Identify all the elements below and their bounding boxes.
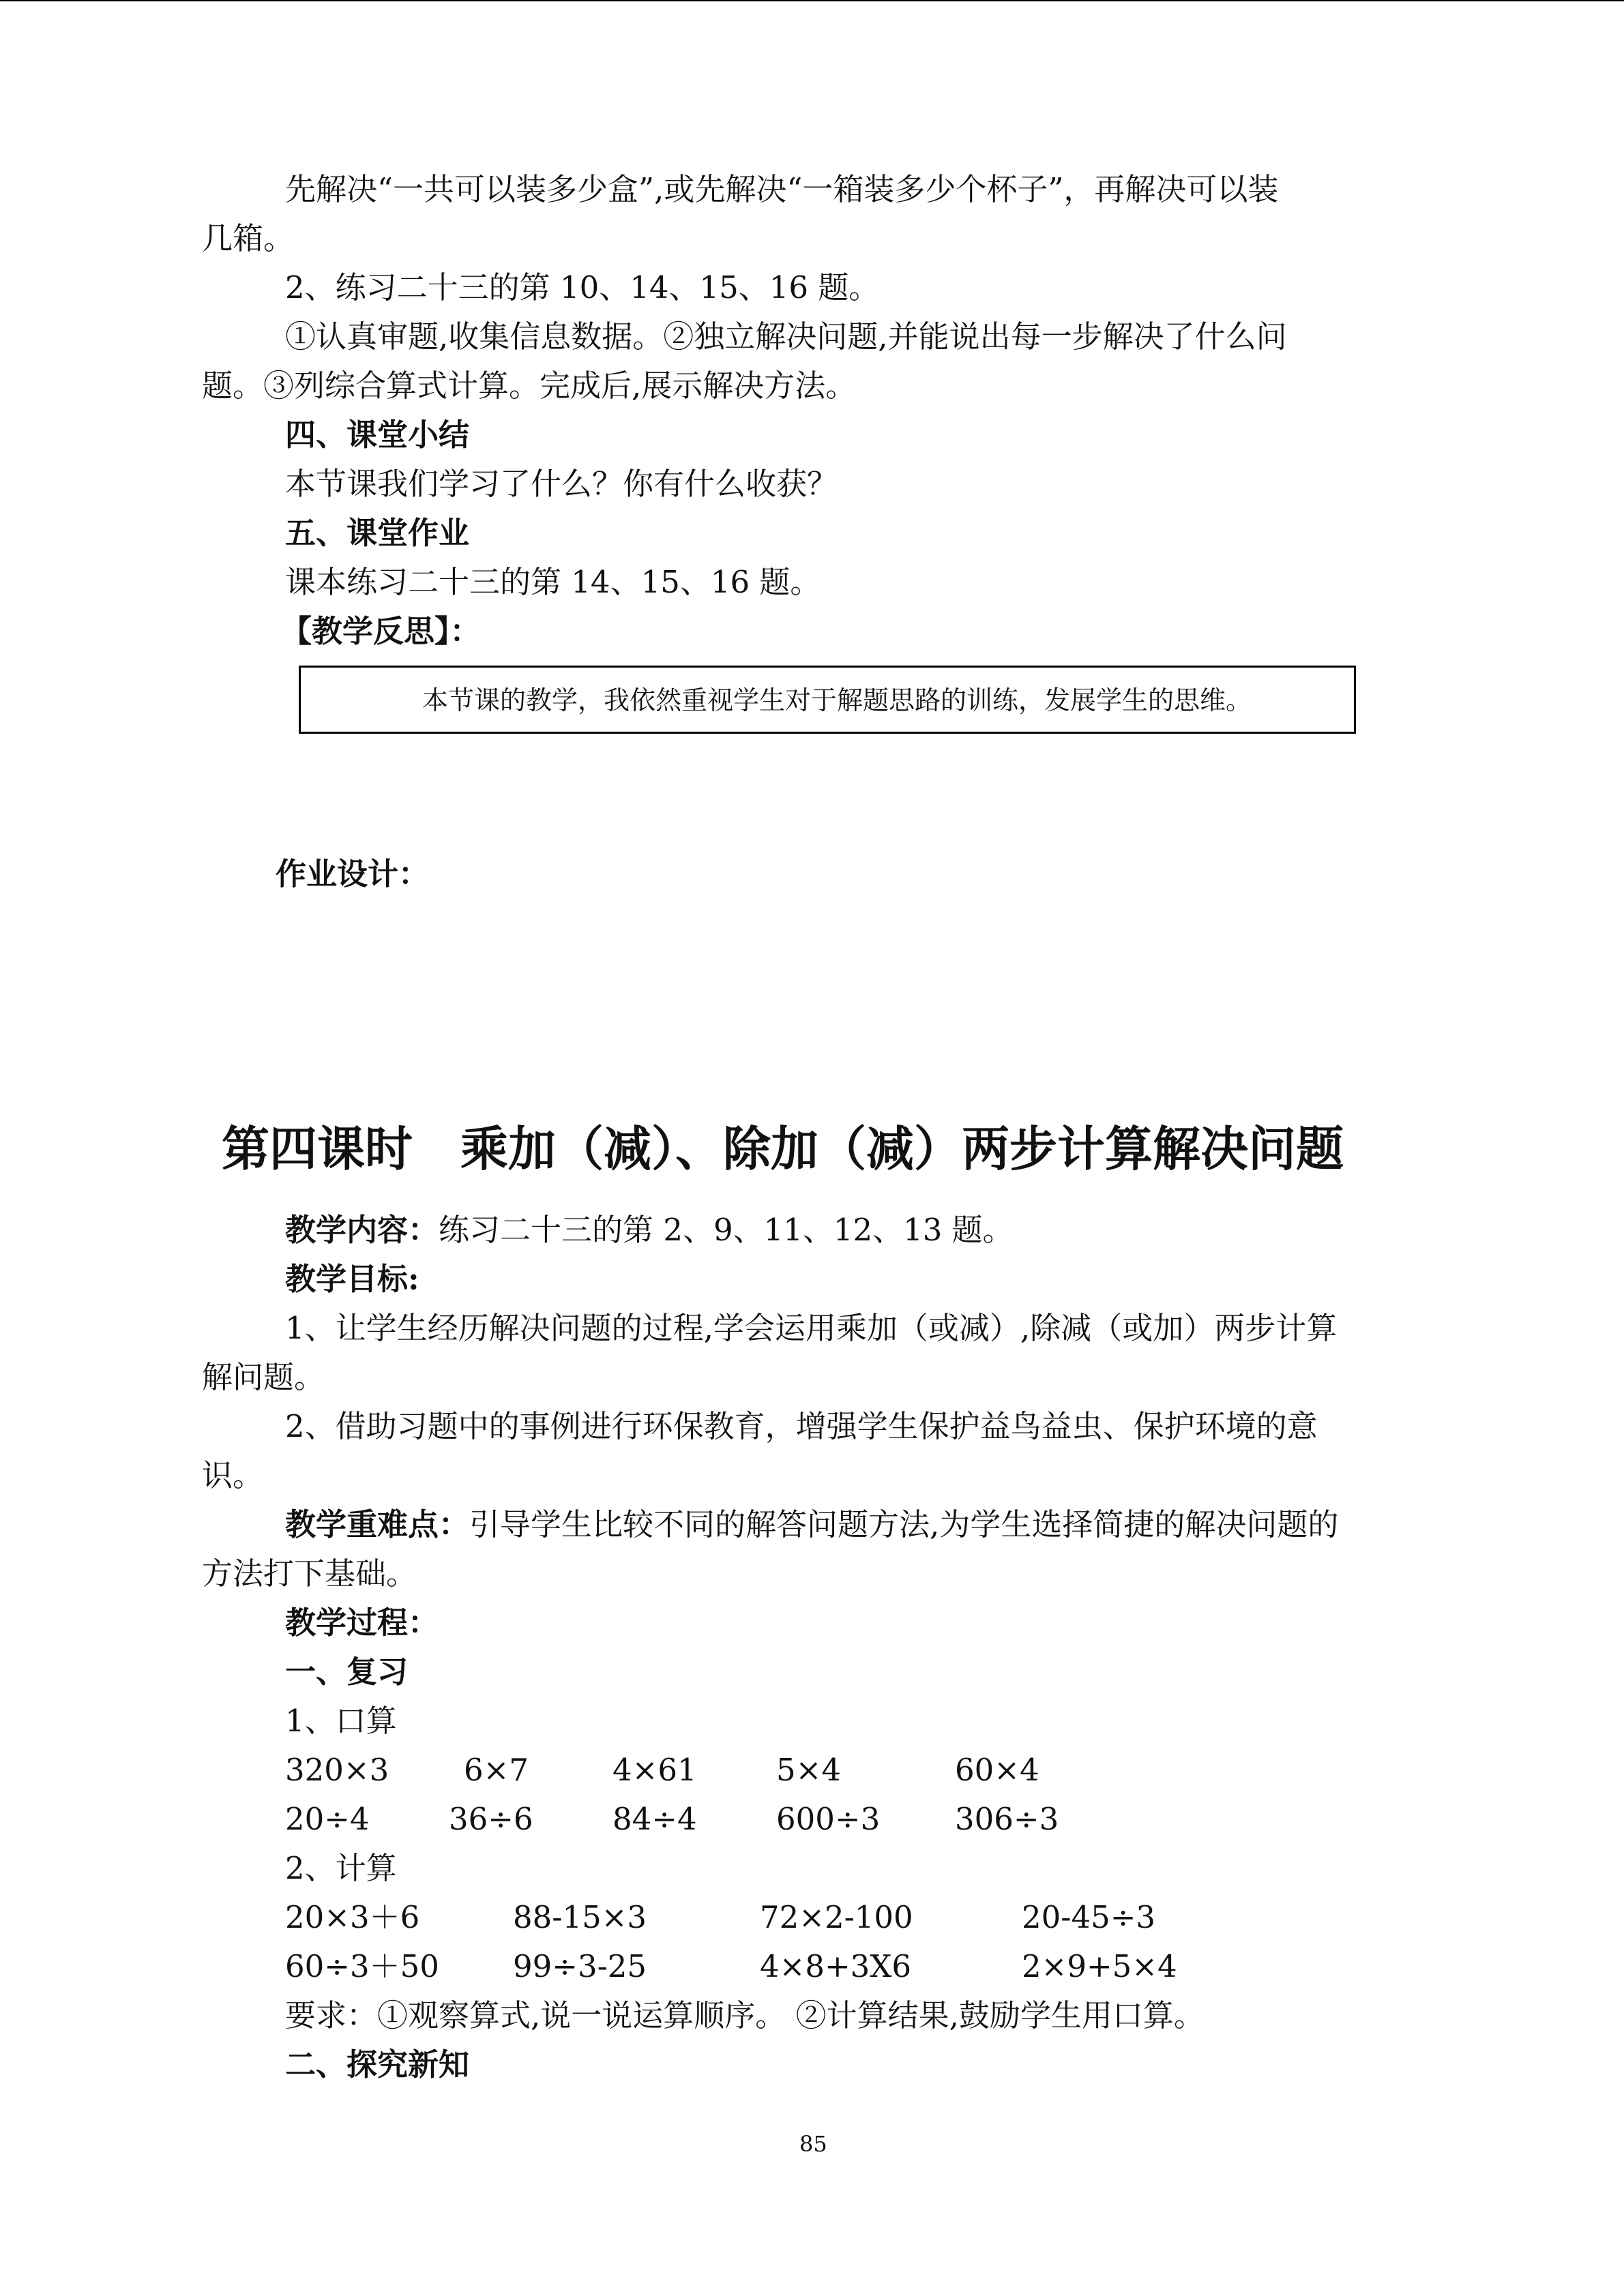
- section-heading-new-knowledge: 二、探究新知: [285, 2046, 470, 2083]
- section-heading-review: 一、复习: [285, 1654, 409, 1690]
- section-heading-summary: 四、课堂小结: [285, 417, 470, 453]
- goal-line: 1、让学生经历解决问题的过程,学会运用乘加（或减）,除减（或加）两步计算: [285, 1310, 1338, 1346]
- paragraph-line: 题。③列综合算式计算。完成后,展示解决方法。: [202, 368, 857, 404]
- homework-design-label: 作业设计：: [276, 856, 430, 892]
- teaching-process-label: 教学过程：: [285, 1605, 439, 1641]
- paragraph-line: 2、练习二十三的第 10、14、15、16 题。: [285, 269, 880, 305]
- teaching-content: [285, 1210, 1014, 1251]
- paragraph-line: ①认真审题,收集信息数据。②独立解决问题,并能说出每一步解决了什么问: [285, 318, 1287, 355]
- paragraph-line: 几箱。: [202, 220, 295, 256]
- calc-item: 20×3＋6: [285, 1899, 420, 1935]
- oral-item: 4×61: [612, 1752, 697, 1788]
- oral-item: 600÷3: [776, 1801, 881, 1837]
- oral-calc-label: 1、口算: [285, 1703, 397, 1739]
- requirement-line: 要求：①观察算式,说一说运算顺序。 ②计算结果,鼓励学生用口算。: [285, 1997, 1205, 2033]
- lesson-title: 第四课时 乘加（减）、除加（减）两步计算解决问题: [222, 1121, 1344, 1177]
- key-points-label: 教学重难点：: [285, 1506, 470, 1542]
- reflection-box: [299, 666, 1356, 734]
- calc-item: 60÷3＋50: [285, 1948, 439, 1984]
- calc-item: 99÷3-25: [513, 1948, 647, 1984]
- calc-item: 4×8+3X6: [760, 1948, 911, 1984]
- paragraph-line: 课本练习二十三的第 14、15、16 题。: [285, 564, 821, 600]
- teaching-content-label: 教学内容：: [285, 1212, 439, 1248]
- top-border: [0, 0, 1624, 1]
- oral-item: 6×7: [464, 1752, 529, 1788]
- oral-item: 20÷4: [285, 1801, 370, 1837]
- calc-item: 88-15×3: [513, 1899, 647, 1935]
- key-points-continued: 方法打下基础。: [202, 1555, 417, 1592]
- reflection-text: 本节课的教学，我依然重视学生对于解题思路的训练，发展学生的思维。: [422, 685, 1252, 715]
- section-heading-homework: 五、课堂作业: [285, 515, 470, 551]
- teaching-goals-label: 教学目标:: [285, 1261, 419, 1297]
- paragraph-line: 本节课我们学习了什么？你有什么收获？: [285, 466, 838, 502]
- key-points-text: 引导学生比较不同的解答问题方法,为学生选择简捷的解决问题的: [469, 1506, 1339, 1542]
- oral-item: 60×4: [955, 1752, 1039, 1788]
- calc-item: 2×9+5×4: [1022, 1948, 1177, 1984]
- oral-item: 36÷6: [449, 1801, 533, 1837]
- oral-item: 84÷4: [612, 1801, 697, 1837]
- calc-item: 72×2-100: [760, 1899, 913, 1935]
- page-number: 85: [799, 2131, 827, 2157]
- calc-label: 2、计算: [285, 1850, 397, 1886]
- goal-line: 解问题。: [202, 1359, 325, 1395]
- goal-line: 2、借助习题中的事例进行环保教育，增强学生保护益鸟益虫、保护环境的意: [285, 1408, 1318, 1444]
- oral-item: 320×3: [285, 1752, 389, 1788]
- calc-item: 20-45÷3: [1022, 1899, 1156, 1935]
- oral-item: 306÷3: [955, 1801, 1059, 1837]
- teaching-content-text: 练习二十三的第 2、9、11、12、13 题。: [439, 1212, 1014, 1248]
- reflection-label: 【教学反思】：: [281, 613, 481, 649]
- goal-line: 识。: [202, 1457, 264, 1493]
- paragraph-line: 先解决“一共可以装多少盒”,或先解决“一箱装多少个杯子”，再解决可以装: [285, 171, 1279, 207]
- oral-item: 5×4: [776, 1752, 841, 1788]
- key-points: [285, 1504, 1338, 1545]
